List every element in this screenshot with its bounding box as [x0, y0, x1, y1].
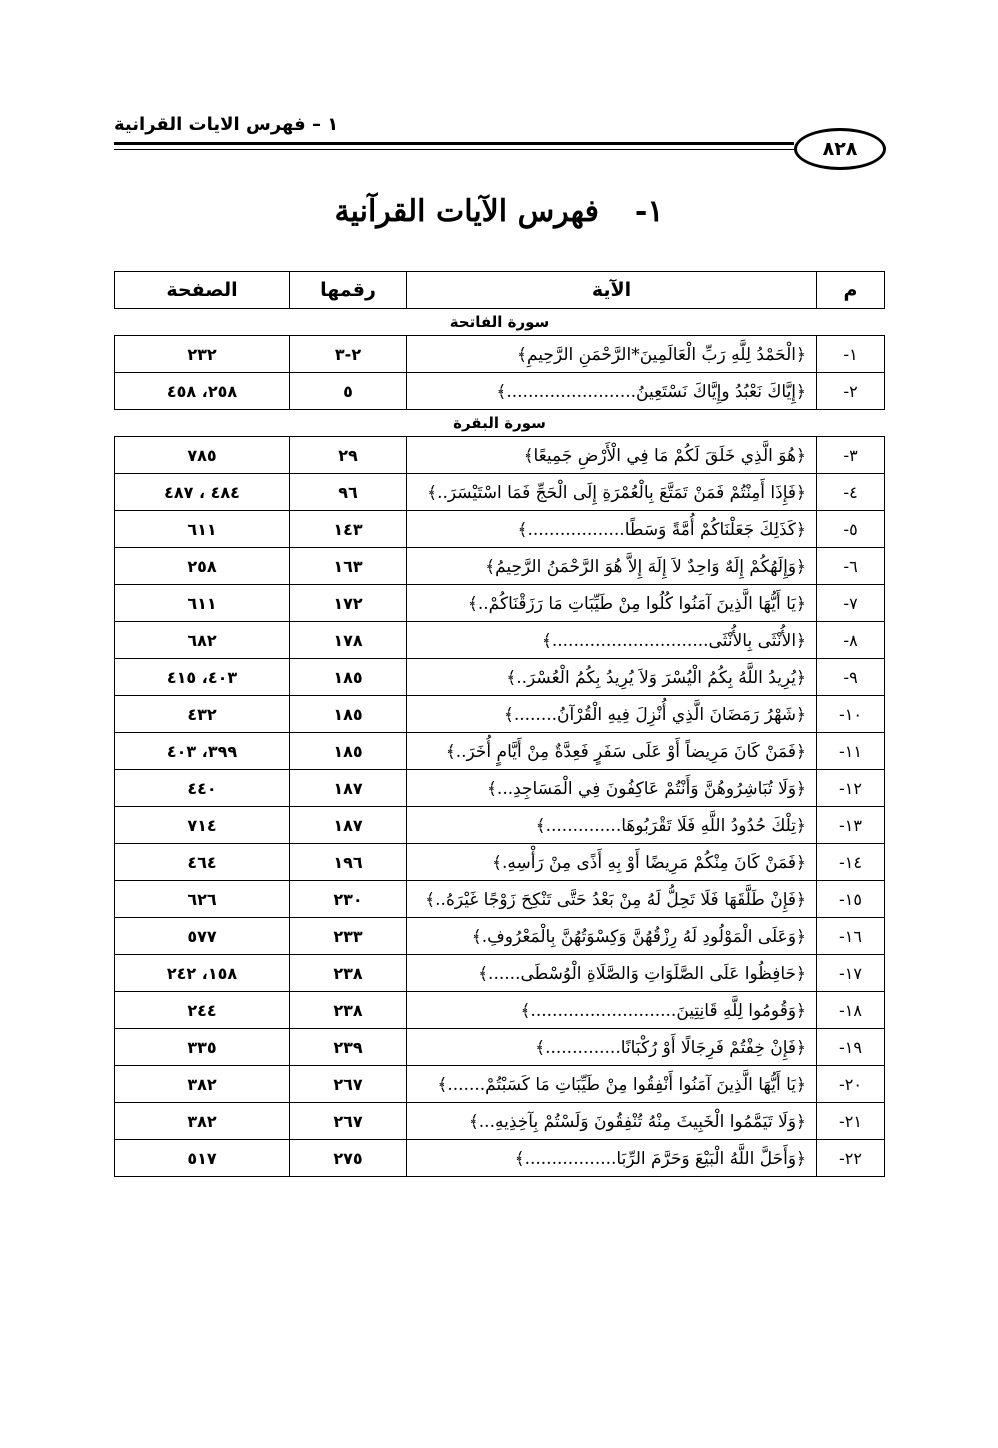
row-seq: ٣-: [817, 437, 885, 474]
surah-heading-row: [115, 309, 885, 336]
row-seq: ٤-: [817, 474, 885, 511]
page-title: [0, 194, 998, 229]
row-seq: ٧-: [817, 585, 885, 622]
table-row: [115, 622, 885, 659]
row-page: ٢٥٨، ٤٥٨: [115, 373, 290, 410]
row-page: ٥٧٧: [115, 918, 290, 955]
row-verse-number: ١٧٢: [290, 585, 407, 622]
row-seq: ١٨-: [817, 992, 885, 1029]
table-body: [115, 309, 885, 1177]
row-seq: ١٢-: [817, 770, 885, 807]
row-verse-number: ١٤٣: [290, 511, 407, 548]
row-seq: ٥-: [817, 511, 885, 548]
row-verse: ﴿تِلْكَ حُدُودُ اللَّهِ فَلَا تَقْرَبُوهَا..............﴾: [407, 807, 817, 844]
row-seq: ١٤-: [817, 844, 885, 881]
table-row: [115, 373, 885, 410]
row-verse-number: ١٩٦: [290, 844, 407, 881]
row-seq: ٢٠-: [817, 1066, 885, 1103]
row-verse-number: ٢٣٨: [290, 992, 407, 1029]
table-row: [115, 585, 885, 622]
row-verse-number: ٢٦٧: [290, 1066, 407, 1103]
table-row: [115, 548, 885, 585]
row-verse-number: ٢٣٣: [290, 918, 407, 955]
page-number: ٨٢٨: [794, 128, 886, 170]
table-row: [115, 474, 885, 511]
header-page: الصفحة: [115, 272, 290, 309]
row-page: ٧٨٥: [115, 437, 290, 474]
row-verse: ﴿وَإِلَهُكُمْ إِلَهٌ وَاحِدٌ لاَ إِلَهَ إِلاَّ هُوَ الرَّحْمَنُ الرَّحِيمُ﴾: [407, 548, 817, 585]
table-row: [115, 992, 885, 1029]
table-row: [115, 955, 885, 992]
row-verse: ﴿الْحَمْدُ لِلَّهِ رَبِّ الْعَالَمِينَ*الرَّحْمَنِ الرَّحِيمِ﴾: [407, 336, 817, 373]
row-verse-number: ٢٣٩: [290, 1029, 407, 1066]
row-page: ١٥٨، ٢٤٢: [115, 955, 290, 992]
row-verse-number: ٥: [290, 373, 407, 410]
row-verse: ﴿فَإِنْ طَلَّقَهَا فَلَا تَحِلُّ لَهُ مِنْ بَعْدُ حَتَّى تَنْكِحَ زَوْجًا غَيْرَهُ..﴾: [407, 881, 817, 918]
header-rule-thin: [114, 149, 794, 150]
surah-name: سورة الفاتحة: [115, 309, 885, 336]
header-number: رقمها: [290, 272, 407, 309]
row-verse: ﴿فَمَنْ كَانَ مِنْكُمْ مَرِيضًا أَوْ بِهِ أَذًى مِنْ رَأْسِهِ.﴾: [407, 844, 817, 881]
table-row: [115, 511, 885, 548]
row-seq: ٢-: [817, 373, 885, 410]
row-seq: ١-: [817, 336, 885, 373]
row-page: ٤٠٣، ٤١٥: [115, 659, 290, 696]
row-verse: ﴿فَمَنْ كَانَ مَرِيضاً أَوْ عَلَى سَفَرٍ فَعِدَّةٌ مِنْ أَيَّامٍ أُخَرَ..﴾: [407, 733, 817, 770]
row-verse: ﴿يُرِيدُ اللَّهُ بِكُمُ الْيُسْرَ وَلاَ يُرِيدُ بِكُمُ الْعُسْرَ..﴾: [407, 659, 817, 696]
table-row: [115, 844, 885, 881]
row-page: ٦٢٦: [115, 881, 290, 918]
row-verse: ﴿وَقُومُوا لِلَّهِ قَانِتِينَ...........................﴾: [407, 992, 817, 1029]
table-row: [115, 336, 885, 373]
row-seq: ١٩-: [817, 1029, 885, 1066]
row-seq: ١٣-: [817, 807, 885, 844]
row-verse: ﴿وَلَا تَيَمَّمُوا الْخَبِيثَ مِنْهُ تُنْفِقُونَ وَلَسْتُمْ بِآخِذِيهِ...﴾: [407, 1103, 817, 1140]
page-title-text: فهرس الآيات القرآنية: [334, 194, 599, 229]
row-seq: ١٧-: [817, 955, 885, 992]
row-verse: ﴿وَلَا تُبَاشِرُوهُنَّ وَأَنْتُمْ عَاكِفُونَ فِي الْمَسَاجِدِ...﴾: [407, 770, 817, 807]
row-verse-number: ١٨٧: [290, 807, 407, 844]
row-verse-number: ١٨٥: [290, 696, 407, 733]
row-page: ٤٣٢: [115, 696, 290, 733]
row-seq: ٦-: [817, 548, 885, 585]
table-row: [115, 918, 885, 955]
row-verse-number: ٢٧٥: [290, 1140, 407, 1177]
row-page: ٣٣٥: [115, 1029, 290, 1066]
row-verse-number: ١٦٣: [290, 548, 407, 585]
row-seq: ٢١-: [817, 1103, 885, 1140]
row-verse: ﴿يَا أَيُّهَا الَّذِينَ آمَنُوا أَنْفِقُوا مِنْ طَيِّبَاتِ مَا كَسَبْتُمْ.......﴾: [407, 1066, 817, 1103]
row-page: ٧١٤: [115, 807, 290, 844]
row-verse: ﴿إِيَّاكَ نَعْبُدُ وإِيَّاكَ نَسْتَعِينُ........................﴾: [407, 373, 817, 410]
row-seq: ١٥-: [817, 881, 885, 918]
row-seq: ٩-: [817, 659, 885, 696]
row-verse-number: ٢٩: [290, 437, 407, 474]
header-rule-thick: [114, 142, 794, 145]
row-seq: ٢٢-: [817, 1140, 885, 1177]
row-seq: ١١-: [817, 733, 885, 770]
row-page: ٤٦٤: [115, 844, 290, 881]
row-page: ٢٤٤: [115, 992, 290, 1029]
table-row: [115, 770, 885, 807]
row-verse: ﴿وَأَحَلَّ اللَّهُ الْبَيْعَ وَحَرَّمَ الرِّبَا.................﴾: [407, 1140, 817, 1177]
table-row: [115, 696, 885, 733]
table-row: [115, 1140, 885, 1177]
row-page: ٤٨٤ ، ٤٨٧: [115, 474, 290, 511]
row-verse-number: ١٨٧: [290, 770, 407, 807]
row-page: ٦٨٢: [115, 622, 290, 659]
table-row: [115, 437, 885, 474]
row-verse: ﴿وَعَلَى الْمَوْلُودِ لَهُ رِزْقُهُنَّ وَكِسْوَتُهُنَّ بِالْمَعْرُوفِ.﴾: [407, 918, 817, 955]
header-verse: الآية: [407, 272, 817, 309]
row-seq: ٨-: [817, 622, 885, 659]
row-page: ٣٩٩، ٤٠٣: [115, 733, 290, 770]
table-row: [115, 1066, 885, 1103]
verse-index-table: [114, 271, 885, 1177]
row-verse: ﴿حَافِظُوا عَلَى الصَّلَوَاتِ وَالصَّلَاةِ الْوُسْطَى......﴾: [407, 955, 817, 992]
row-page: ٣٨٢: [115, 1103, 290, 1140]
surah-heading-row: [115, 410, 885, 437]
row-verse-number: ٩٦: [290, 474, 407, 511]
table-row: [115, 1029, 885, 1066]
row-verse-number: ١٧٨: [290, 622, 407, 659]
row-verse: ﴿يَا أَيُّهَا الَّذِينَ آمَنُوا كُلُوا مِنْ طَيِّبَاتِ مَا رَزَقْنَاكُمْ..﴾: [407, 585, 817, 622]
table-header-row: [115, 272, 885, 309]
row-page: ٢٣٢: [115, 336, 290, 373]
row-page: ٦١١: [115, 511, 290, 548]
row-verse: ﴿هُوَ الَّذِي خَلَقَ لَكُمْ مَا فِي الْأَرْضِ جَمِيعًا﴾: [407, 437, 817, 474]
row-verse: ﴿الأُنْثَى بِالأُنْثَى.............................﴾: [407, 622, 817, 659]
header-seq: م: [817, 272, 885, 309]
row-verse-number: ٢-٣: [290, 336, 407, 373]
row-verse-number: ١٨٥: [290, 733, 407, 770]
row-verse: ﴿فَإِنْ خِفْتُمْ فَرِجَالًا أَوْ رُكْبَانًا..............﴾: [407, 1029, 817, 1066]
page-title-number: ١-: [634, 194, 664, 229]
table-row: [115, 807, 885, 844]
row-verse: ﴿فَإِذَا أَمِنْتُمْ فَمَنْ تَمَتَّعَ بِالْعُمْرَةِ إِلَى الْحَجِّ فَمَا اسْتَيْسَرَ..﴾: [407, 474, 817, 511]
row-page: ٦١١: [115, 585, 290, 622]
row-page: ٤٤٠: [115, 770, 290, 807]
table-row: [115, 1103, 885, 1140]
table-row: [115, 733, 885, 770]
row-page: ٢٥٨: [115, 548, 290, 585]
running-header-title: ١ – فهرس الايات القرانية: [114, 114, 339, 135]
running-header: [114, 106, 884, 166]
row-verse-number: ٢٣٨: [290, 955, 407, 992]
row-page: ٥١٧: [115, 1140, 290, 1177]
table-row: [115, 659, 885, 696]
table-row: [115, 881, 885, 918]
row-verse: ﴿كَذَلِكَ جَعَلْنَاكُمْ أُمَّةً وَسَطًا..................﴾: [407, 511, 817, 548]
row-verse-number: ٢٣٠: [290, 881, 407, 918]
row-seq: ١٠-: [817, 696, 885, 733]
row-verse: ﴿شَهْرُ رَمَضَانَ الَّذِي أُنْزِلَ فِيهِ الْقُرْآنُ........﴾: [407, 696, 817, 733]
row-seq: ١٦-: [817, 918, 885, 955]
surah-name: سورة البقرة: [115, 410, 885, 437]
row-page: ٣٨٢: [115, 1066, 290, 1103]
row-verse-number: ٢٦٧: [290, 1103, 407, 1140]
row-verse-number: ١٨٥: [290, 659, 407, 696]
